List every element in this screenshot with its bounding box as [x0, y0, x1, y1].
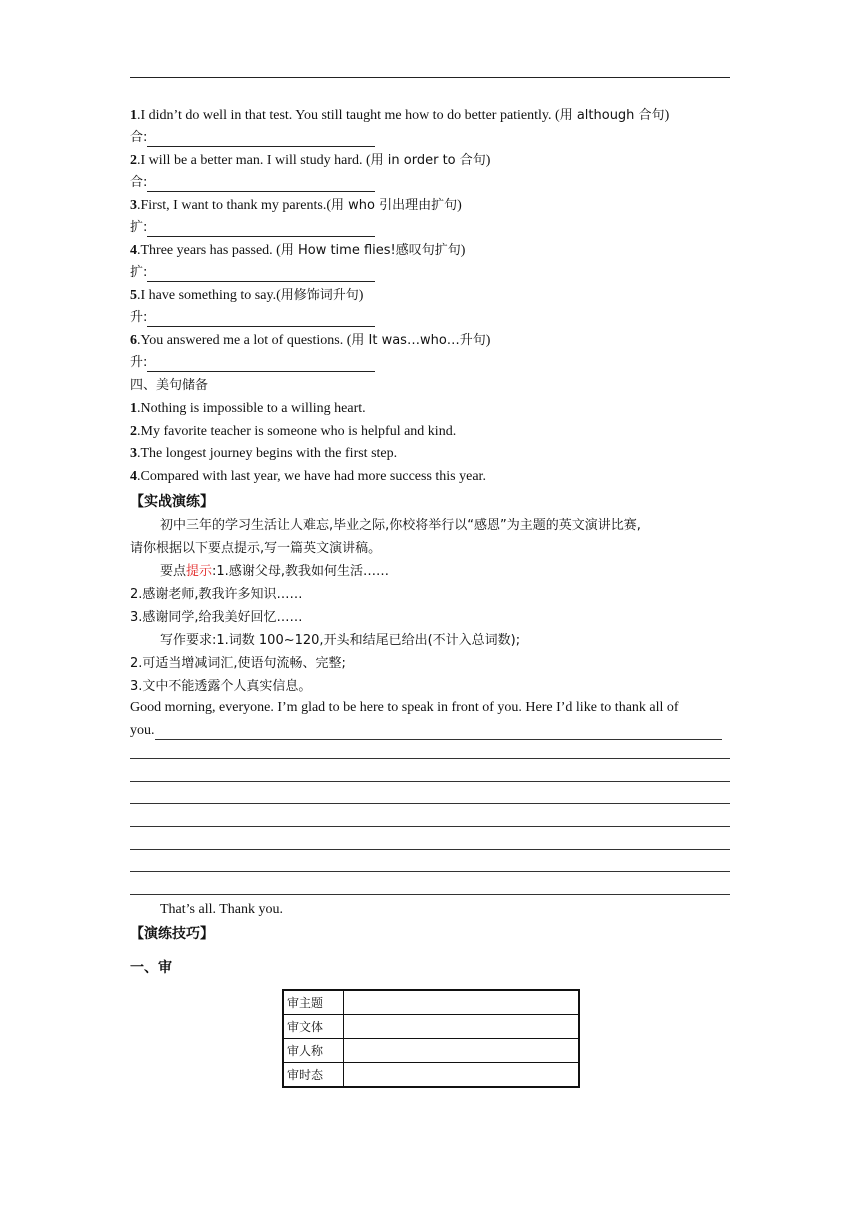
requirement-2: 2.可适当增减词汇,使语句流畅、完整; [130, 656, 346, 671]
review-table [282, 989, 580, 1088]
writing-line[interactable] [130, 758, 730, 759]
exercise-6-answer: 升: [130, 354, 375, 372]
exercise-3-question: 3.First, I want to thank my parents.(用 who 引出理由扩句) [130, 198, 462, 213]
table-cell[interactable] [344, 1039, 580, 1063]
writing-line[interactable] [130, 894, 730, 895]
answer-blank[interactable] [147, 312, 375, 327]
requirement-1: 写作要求:1.词数 100~120,开头和结尾已给出(不计入总词数); [160, 633, 521, 648]
writing-blank[interactable] [155, 725, 722, 740]
section-heading: 四、美句储备 [130, 378, 209, 393]
essay-opening-line-2: you. [130, 722, 722, 740]
answer-blank[interactable] [147, 267, 375, 282]
table-cell[interactable] [344, 990, 580, 1015]
table-cell[interactable] [344, 1063, 580, 1088]
table-row [283, 1063, 579, 1088]
row-label: 审时态 [283, 1063, 344, 1088]
hint-highlight: 提示 [186, 564, 213, 579]
sentence-item: 2.My favorite teacher is someone who is helpful and kind. [130, 424, 457, 439]
sentence-item: 3.The longest journey begins with the first step. [130, 446, 398, 461]
row-label: 审主题 [283, 990, 344, 1015]
sentence-item: 4.Compared with last year, we have had more success this year. [130, 469, 486, 484]
header-rule [130, 77, 730, 78]
exercise-5-question: 5.I have something to say.(用修饰词升句) [130, 288, 364, 303]
practice-points-1: 要点提示:1.感谢父母,教我如何生活…… [160, 564, 389, 579]
writing-line[interactable] [130, 871, 730, 872]
row-label: 审人称 [283, 1039, 344, 1063]
exercise-1-question: 1.I didn’t do well in that test. You still taught me how to do better patiently. (用 although 合句) [130, 108, 670, 123]
table-cell[interactable] [344, 1015, 580, 1039]
table-row [283, 990, 579, 1015]
answer-blank[interactable] [147, 132, 375, 147]
answer-blank[interactable] [147, 222, 375, 237]
practice-intro-line-1: 初中三年的学习生活让人难忘,毕业之际,你校将举行以“感恩”为主题的英文演讲比赛, [160, 518, 641, 533]
exercise-6-question: 6.You answered me a lot of questions. (用 It was…who…升句) [130, 333, 491, 348]
tips-heading: 【演练技巧】 [130, 926, 214, 942]
sentence-item: 1.Nothing is impossible to a willing heart. [130, 401, 366, 416]
exercise-5-answer: 升: [130, 309, 375, 327]
writing-line[interactable] [130, 826, 730, 827]
practice-heading: 【实战演练】 [130, 494, 214, 510]
writing-line[interactable] [130, 849, 730, 850]
exercise-4-question: 4.Three years has passed. (用 How time flies!感叹句扩句) [130, 243, 466, 258]
practice-intro-line-2: 请你根据以下要点提示,写一篇英文演讲稿。 [130, 541, 382, 556]
exercise-4-answer: 扩: [130, 264, 375, 282]
row-label: 审文体 [283, 1015, 344, 1039]
exercise-2-answer: 合: [130, 174, 375, 192]
practice-points-3: 3.感谢同学,给我美好回忆…… [130, 610, 303, 625]
writing-line[interactable] [130, 803, 730, 804]
essay-closing: That’s all. Thank you. [160, 902, 283, 917]
requirement-3: 3.文中不能透露个人真实信息。 [130, 679, 312, 694]
tips-subheading: 一、审 [130, 960, 172, 976]
table-row [283, 1015, 579, 1039]
writing-line[interactable] [130, 781, 730, 782]
exercise-3-answer: 扩: [130, 219, 375, 237]
exercise-2-question: 2.I will be a better man. I will study hard. (用 in order to 合句) [130, 153, 491, 168]
table-row [283, 1039, 579, 1063]
practice-points-2: 2.感谢老师,教我许多知识…… [130, 587, 303, 602]
answer-blank[interactable] [147, 177, 375, 192]
essay-opening-line-1: Good morning, everyone. I’m glad to be here to speak in front of you. Here I’d like to thank all of [130, 700, 679, 715]
answer-blank[interactable] [147, 357, 375, 372]
exercise-1-answer: 合: [130, 129, 375, 147]
